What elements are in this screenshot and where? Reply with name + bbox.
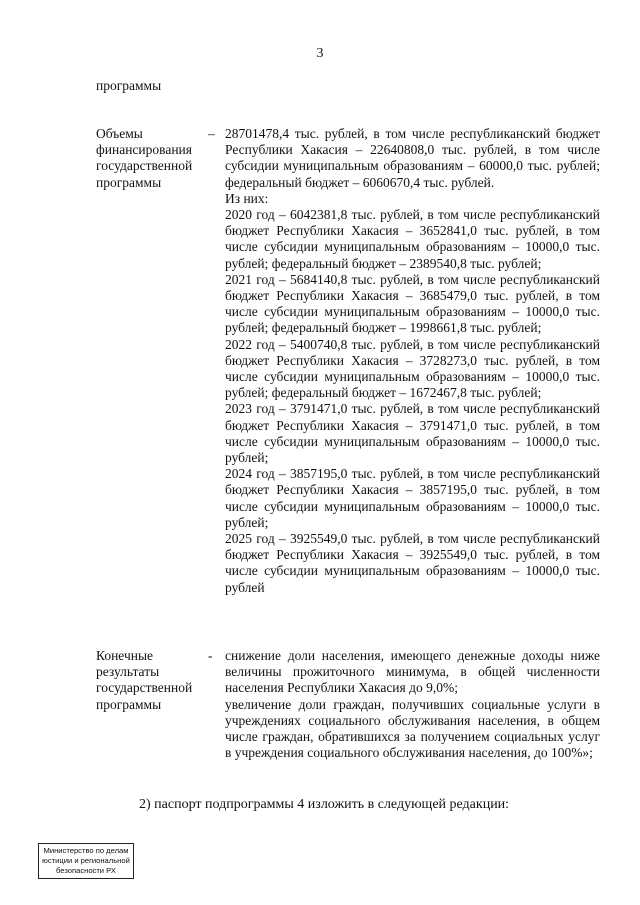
stamp-line: юстиции и региональной xyxy=(42,856,130,865)
continuation-text: программы xyxy=(96,78,162,93)
results-dash: - xyxy=(208,648,213,663)
funding-year-2024: 2024 год – 3857195,0 тыс. рублей, в том числе республиканский бюджет Республики Хакасия – 3857195,0 тыс. рублей, в том числе субсидии муниципальным образованиям – 10000,0 тыс. рублей; xyxy=(225,466,600,530)
results-value xyxy=(225,648,600,761)
instruction-text: 2) паспорт подпрограммы 4 изложить в следующей редакции: xyxy=(139,797,510,812)
ministry-stamp xyxy=(38,843,134,879)
funding-label: Объемы финансирования государственной программы xyxy=(96,126,193,190)
results-item: увеличение доли граждан, получивших социальные услуги в учреждениях социального обслуживания населения, в общем числе граждан, обратившихся за получением социальных услуг в учреждения социального обслуживания населения, до 100%»; xyxy=(225,696,600,761)
stamp-line: Министерство по делам xyxy=(43,846,129,855)
funding-year-2023: 2023 год – 3791471,0 тыс. рублей, в том числе республиканский бюджет Республики Хакасия – 3791471,0 тыс. рублей, в том числе субсидии муниципальным образованиям – 10000,0 тыс. рублей; xyxy=(225,401,600,466)
funding-dash: – xyxy=(208,126,215,141)
funding-total: 28701478,4 тыс. рублей, в том числе республиканский бюджет Республики Хакасия – 22640808,0 тыс. рублей, в том числе субсидии муниципальным образованиям – 60000,0 тыс. рублей; федеральный бюджет – 6060670,4 тыс. рублей. xyxy=(225,126,600,190)
funding-year-2025: 2025 год – 3925549,0 тыс. рублей, в том числе республиканский бюджет Республики Хакасия – 3925549,0 тыс. рублей, в том числе субсидии муниципальным образованиям – 10000,0 тыс. рублей xyxy=(225,531,600,595)
page-number: 3 xyxy=(316,46,324,61)
results-label: Конечные результаты государственной программы xyxy=(96,648,193,712)
funding-of-which: Из них: xyxy=(225,190,269,206)
funding-year-2020: 2020 год – 6042381,8 тыс. рублей, в том числе республиканский бюджет Республики Хакасия – 3652841,0 тыс. рублей, в том числе субсидии муниципальным образованиям – 10000,0 тыс. рублей; федеральный бюджет – 2389540,8 тыс. рублей; xyxy=(225,207,600,271)
results-item: снижение доли населения, имеющего денежные доходы ниже величины прожиточного минимума, в общей численности населения Республики Хакасия до 9,0%; xyxy=(225,648,600,696)
funding-year-2022: 2022 год – 5400740,8 тыс. рублей, в том числе республиканский бюджет Республики Хакасия – 3728273,0 тыс. рублей, в том числе субсидии муниципальным образованиям – 10000,0 тыс. рублей; федеральный бюджет – 1672467,8 тыс. рублей; xyxy=(225,336,600,401)
funding-value xyxy=(225,126,600,596)
funding-year-2021: 2021 год – 5684140,8 тыс. рублей, в том числе республиканский бюджет Республики Хакасия – 3685479,0 тыс. рублей, в том числе субсидии муниципальным образованиям – 10000,0 тыс. рублей; федеральный бюджет – 1998661,8 тыс. рублей; xyxy=(225,271,600,336)
stamp-line: безопасности РХ xyxy=(56,866,116,875)
